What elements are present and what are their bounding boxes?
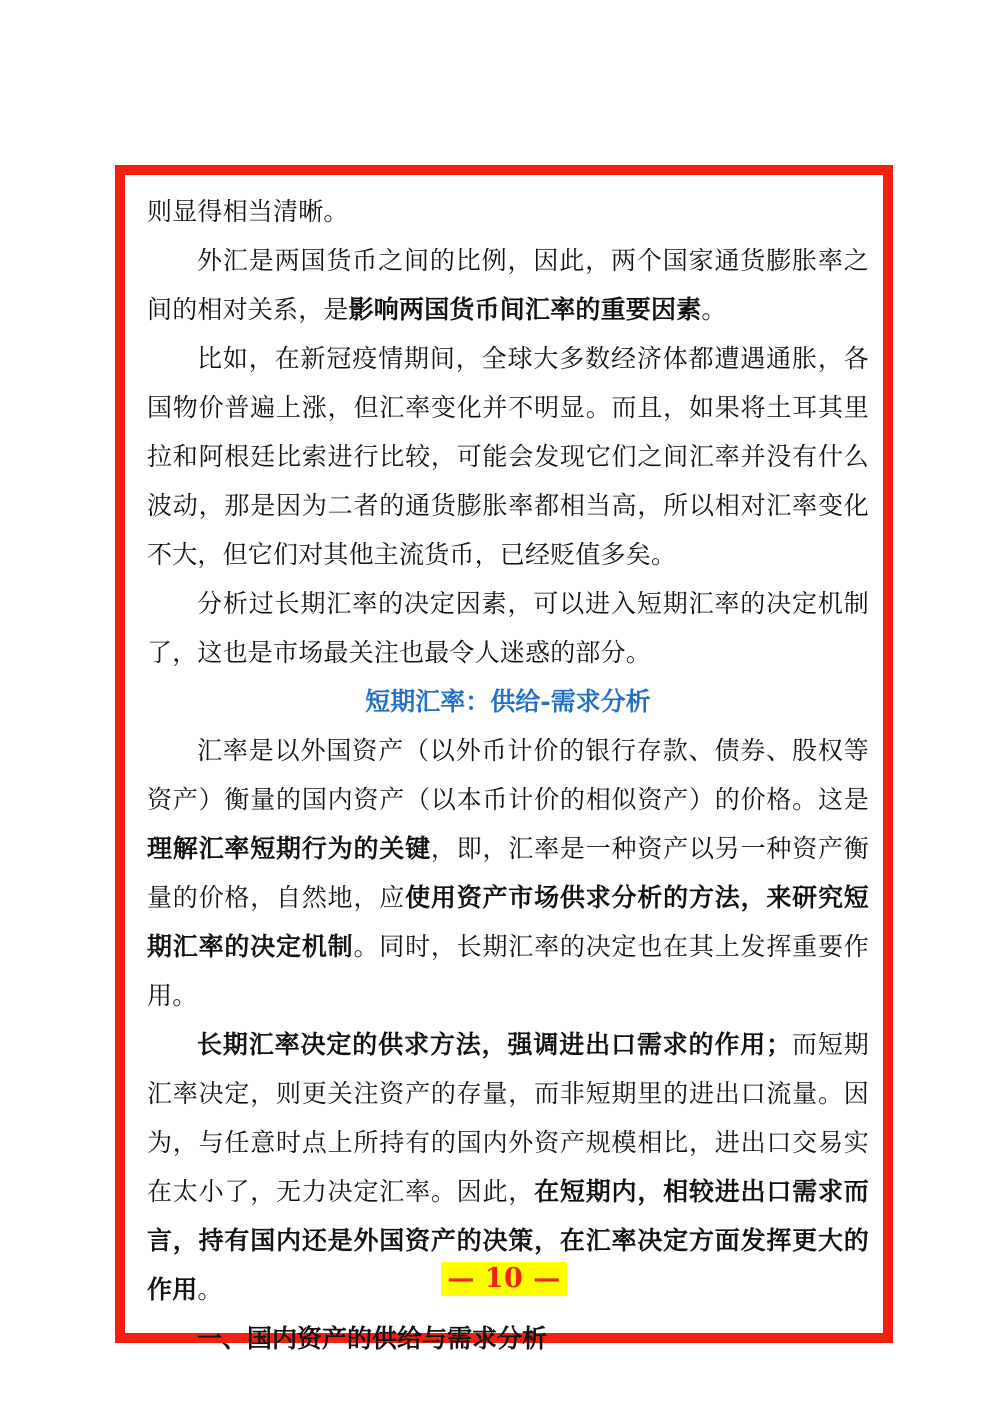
- text-segment: 。: [701, 295, 727, 324]
- page-number: — 10 —: [441, 1262, 566, 1296]
- paragraph: [147, 187, 869, 236]
- paragraph-group-after-heading: [147, 726, 869, 1314]
- text-segment: 则显得相当清晰。: [147, 197, 349, 226]
- subsection-title: 一、国内资产的供给与需求分析: [197, 1324, 548, 1353]
- section-heading: 短期汇率：供给-需求分析: [365, 687, 651, 716]
- bold-text-segment: 理解汇率短期行为的关键: [147, 834, 431, 863]
- text-segment: 而短期汇率决定，则更关注资产的存量，而非短期里的进出口流量。因为，与任意时点上所持有的国内外资产规模相比，进出口交易实在太小了，无力决定汇率。因此，: [147, 1030, 869, 1206]
- paragraph-group-before-heading: [147, 187, 869, 677]
- article-content: [147, 187, 869, 1363]
- paragraph: [147, 579, 869, 677]
- text-segment: 分析过长期汇率的决定因素，可以进入短期汇率的决定机制了，这也是市场最关注也最令人迷惑的部分。: [147, 589, 869, 667]
- paragraph: [147, 334, 869, 579]
- page-frame: [115, 165, 893, 1353]
- text-segment: 。: [197, 1275, 223, 1304]
- bold-text-segment: 使用资产市场供求分析的方法，来研究短期汇率的决定机制: [147, 883, 869, 961]
- text-segment: ，即，汇率是一种资产以另一种资产衡量的价格，自然地，应: [147, 834, 870, 912]
- text-segment: 汇率是以外国资产（以外币计价的银行存款、债券、股权等资产）衡量的国内资产（以本币计价的相似资产）的价格。这是: [147, 736, 869, 814]
- text-segment: 比如，在新冠疫情期间，全球大多数经济体都遭遇通胀，各国物价普遍上涨，但汇率变化并不明显。而且，如果将土耳其里拉和阿根廷比索进行比较，可能会发现它们之间汇率并没有什么波动，那是因为二者的通货膨胀率都相当高，所以相对汇率变化不大，但它们对其他主流货币，已经贬值多矣。: [147, 344, 869, 569]
- text-segment: 外汇是两国货币之间的比例，因此，两个国家通货膨胀率之间的相对关系，是: [147, 246, 869, 324]
- text-segment: 。同时，长期汇率的决定也在其上发挥重要作用。: [147, 932, 869, 1010]
- bold-text-segment: 在短期内，相较进出口需求而言，持有国内还是外国资产的决策，在汇率决定方面发挥更大的作用: [147, 1177, 869, 1304]
- page-footer: [125, 1262, 883, 1296]
- paragraph: [147, 236, 869, 334]
- bold-text-segment: 影响两国货币间汇率的重要因素: [348, 295, 702, 324]
- bold-text-segment: 长期汇率决定的供求方法，强调进出口需求的作用；: [197, 1030, 792, 1059]
- paragraph: [147, 726, 869, 1020]
